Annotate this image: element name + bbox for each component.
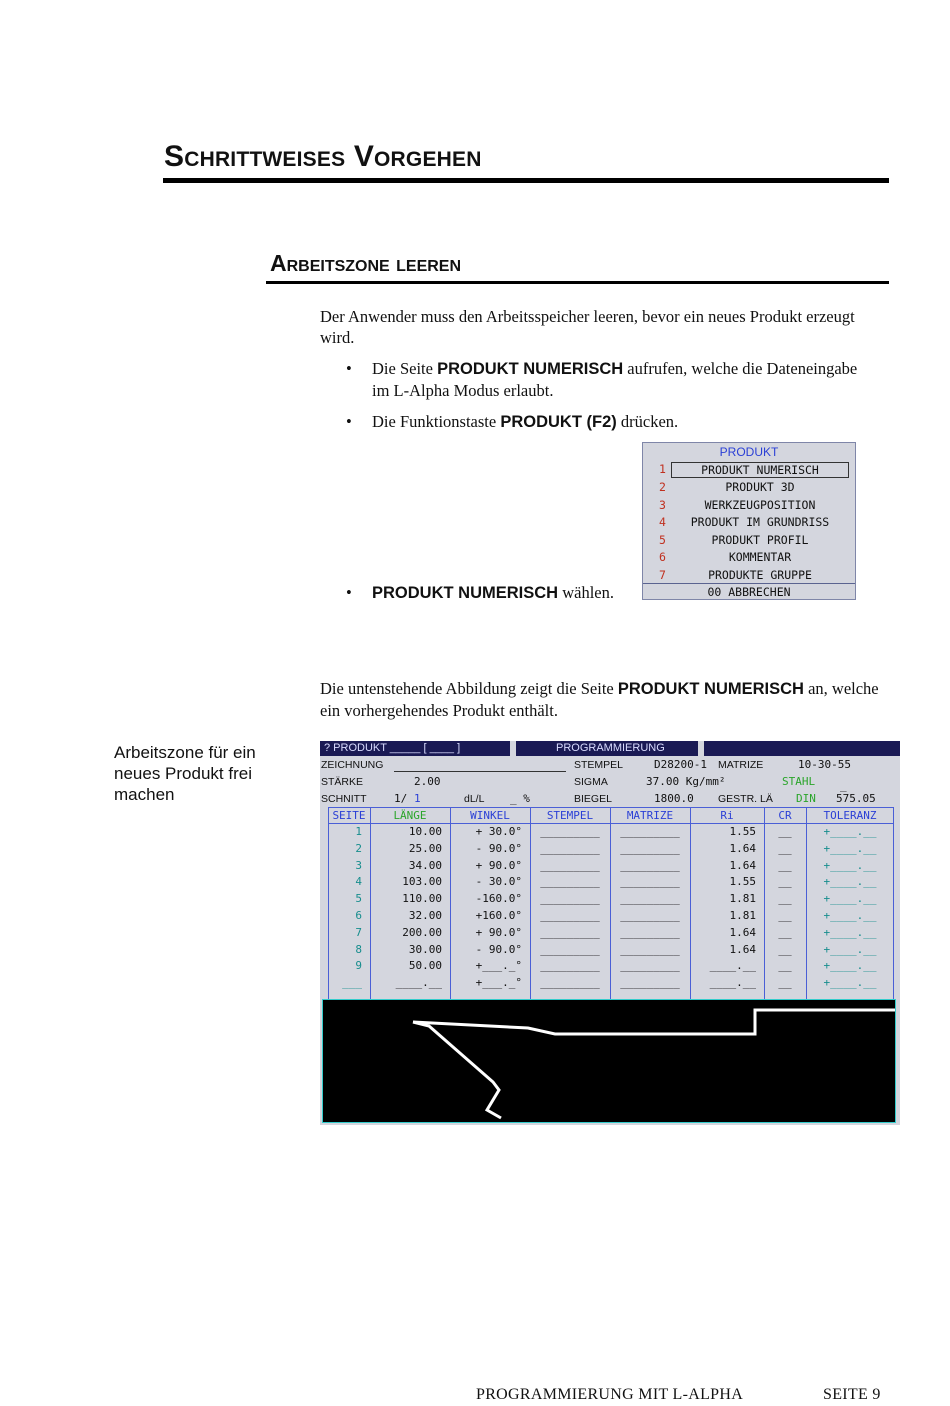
bullet-3 xyxy=(346,582,646,604)
menu-item-label: WERKZEUGPOSITION xyxy=(704,498,816,512)
table-cell[interactable]: __ xyxy=(778,976,792,990)
menu-item-number: 3 xyxy=(659,498,666,512)
table-cell[interactable]: + 30.0° xyxy=(475,825,522,838)
description-bold: PRODUKT NUMERISCH xyxy=(617,680,804,698)
table-cell[interactable]: 34.00 xyxy=(408,858,442,872)
biegel-value[interactable]: 1800.0 xyxy=(654,792,694,805)
table-cell[interactable]: 6 xyxy=(355,909,362,922)
menu-item-label: PRODUKT 3D xyxy=(725,480,795,494)
table-cell[interactable]: __ xyxy=(778,942,792,956)
biegel-label: BIEGEL xyxy=(574,793,612,805)
table-cell[interactable]: ____.__ xyxy=(709,959,756,973)
menu-item-number: 4 xyxy=(659,515,666,529)
menu-item-label: PRODUKT NUMERISCH xyxy=(671,462,849,478)
table-cell[interactable]: 8 xyxy=(355,942,362,956)
table-cell[interactable]: _________ xyxy=(620,858,680,872)
table-cell[interactable]: 1.81 xyxy=(729,909,756,922)
footer-left: PROGRAMMIERUNG MIT L-ALPHA xyxy=(476,1386,744,1403)
menu-item-produkt-numerisch[interactable] xyxy=(643,462,855,480)
profile-line-upper xyxy=(413,1010,895,1034)
dll-label: dL/L xyxy=(464,793,485,805)
table-cell[interactable]: +___._° xyxy=(475,959,522,973)
zeichnung-label: ZEICHNUNG xyxy=(321,759,384,771)
menu-item-label: PRODUKTE GRUPPE xyxy=(708,568,812,582)
gestr-label: GESTR. LÄ xyxy=(718,793,773,805)
table-cell[interactable]: 1.64 xyxy=(729,841,756,855)
table-cell[interactable]: _________ xyxy=(540,875,600,889)
menu-item-produkt-im-grundriss[interactable] xyxy=(643,515,855,533)
table-cell[interactable]: 5 xyxy=(355,892,362,906)
description-paragraph xyxy=(320,678,888,721)
column-header: TOLERANZ xyxy=(823,809,877,822)
table-cell[interactable]: __ xyxy=(778,909,792,922)
menu-item-label: PRODUKT IM GRUNDRISS xyxy=(690,515,830,529)
table-cell[interactable]: _________ xyxy=(620,925,680,939)
table-cell[interactable]: ____.__ xyxy=(395,976,442,990)
subsection-heading-rule xyxy=(266,281,889,284)
table-cell[interactable]: _________ xyxy=(620,892,680,906)
table-cell[interactable]: _________ xyxy=(620,909,680,922)
bullet-dot: • xyxy=(346,359,352,378)
column-header: MATRIZE xyxy=(626,809,674,822)
section-heading: Schrittweises Vorgehen xyxy=(164,140,482,173)
produkt-numerisch-screen xyxy=(320,741,900,1125)
table-cell[interactable]: _________ xyxy=(620,825,680,838)
schnitt-number[interactable]: 1 xyxy=(414,792,421,805)
table-cell[interactable]: 7 xyxy=(355,925,362,939)
bullet-1 xyxy=(346,358,866,401)
table-cell[interactable]: 1.55 xyxy=(729,825,756,838)
column-header: Ri xyxy=(720,809,734,822)
table-cell[interactable]: 32.00 xyxy=(408,909,442,922)
table-cell[interactable]: +____.__ xyxy=(823,925,877,939)
column-header: SEITE xyxy=(332,809,366,822)
table-header-rule xyxy=(328,823,894,824)
material-flag: _ xyxy=(840,779,847,792)
material-value[interactable]: STAHL xyxy=(782,775,816,788)
menu-item-label: PRODUKT PROFIL xyxy=(711,533,809,547)
table-cell[interactable]: +____.__ xyxy=(823,976,877,990)
table-cell[interactable]: +160.0° xyxy=(475,909,522,922)
bullet-2-post: drücken. xyxy=(616,412,679,431)
table-cell[interactable]: 10.00 xyxy=(408,825,442,838)
menu-item-number: 6 xyxy=(659,550,666,564)
description-pre: Die untenstehende Abbildung zeigt die Seite xyxy=(320,679,618,698)
table-cell[interactable]: +____.__ xyxy=(823,959,877,973)
produkt-menu xyxy=(642,442,856,600)
table-cell[interactable]: _________ xyxy=(620,976,680,990)
stempel-label: STEMPEL xyxy=(574,759,624,771)
profile-line xyxy=(413,1022,501,1118)
bullet-3-post: wählen. xyxy=(558,583,614,602)
bullet-dot: • xyxy=(346,412,352,431)
menu-separator xyxy=(643,583,855,584)
table-cell[interactable]: 4 xyxy=(355,875,362,889)
table-cell[interactable]: 1 xyxy=(355,825,362,838)
menu-item-number: 7 xyxy=(659,568,666,582)
table-cell[interactable]: + 90.0° xyxy=(475,925,522,939)
bullet-2-pre: Die Funktionstaste xyxy=(372,412,501,431)
table-cell[interactable]: + 90.0° xyxy=(475,858,522,872)
table-cell[interactable]: _________ xyxy=(540,892,600,906)
table-cell[interactable]: _________ xyxy=(620,841,680,855)
column-header: WINKEL xyxy=(470,809,510,822)
table-cell[interactable]: - 30.0° xyxy=(475,875,522,889)
menu-item-produkt-3d[interactable] xyxy=(643,480,855,498)
table-cell[interactable]: +____.__ xyxy=(823,841,877,855)
bullet-dot: • xyxy=(346,583,352,602)
sigma-label: SIGMA xyxy=(574,776,608,788)
menu-title: PRODUKT xyxy=(719,445,779,459)
table-cell[interactable]: 25.00 xyxy=(408,841,442,855)
table-cell[interactable]: _________ xyxy=(620,942,680,956)
table-cell[interactable]: - 90.0° xyxy=(475,942,522,956)
table-cell[interactable]: +____.__ xyxy=(823,942,877,956)
table-cell[interactable]: 110.00 xyxy=(402,892,442,906)
bullet-1-pre: Die Seite xyxy=(372,359,438,378)
table-cell[interactable]: _________ xyxy=(620,959,680,973)
menu-item-werkzeugposition[interactable] xyxy=(643,498,855,516)
matrize-label: MATRIZE xyxy=(718,759,764,771)
table-cell[interactable]: _________ xyxy=(540,942,600,956)
table-cell[interactable]: __ xyxy=(778,858,792,872)
menu-item-abbrechen[interactable] xyxy=(643,585,855,603)
column-header: LÄNGE xyxy=(393,809,427,822)
column-header: STEMPEL xyxy=(546,809,594,822)
profile-drawing xyxy=(323,1000,895,1122)
table-cell[interactable]: 1.55 xyxy=(729,875,756,889)
bullet-2 xyxy=(346,411,866,433)
table-cell[interactable]: 9 xyxy=(355,959,362,973)
description-post: an, welche ein vorhergehendes Produkt enthält. xyxy=(320,679,879,720)
table-cell[interactable]: ___ xyxy=(342,976,362,990)
footer-page-number: SEITE 9 xyxy=(823,1386,881,1403)
table-cell[interactable]: +____.__ xyxy=(823,858,877,872)
staerke-label: STÄRKE xyxy=(321,776,364,788)
bullet-1-bold: PRODUKT NUMERISCH xyxy=(437,360,624,378)
schnitt-value: 1/ xyxy=(394,792,408,805)
table-cell[interactable]: 1.64 xyxy=(729,925,756,939)
programmierung-bar: PROGRAMMIERUNG xyxy=(516,741,698,756)
bullet-1-post: aufrufen, welche die Dateneingabe im L-Alpha Modus erlaubt. xyxy=(372,359,858,400)
table-cell[interactable]: __ xyxy=(778,892,792,906)
table-cell[interactable]: __ xyxy=(778,825,792,838)
table-cell[interactable]: __ xyxy=(778,875,792,889)
zeichnung-field[interactable] xyxy=(394,771,566,772)
table-cell[interactable]: 2 xyxy=(355,841,362,855)
menu-item-kommentar[interactable] xyxy=(643,550,855,568)
table-cell[interactable]: ____.__ xyxy=(709,976,756,990)
table-cell[interactable]: _________ xyxy=(540,858,600,872)
menu-cancel-label: 00 ABBRECHEN xyxy=(707,585,791,599)
subsection-heading: Arbeitszone leeren xyxy=(270,250,462,276)
table-cell[interactable]: +____.__ xyxy=(823,909,877,922)
menu-item-produkt-profil[interactable] xyxy=(643,533,855,551)
stempel-value[interactable]: D28200-1 xyxy=(654,758,707,771)
margin-note: Arbeitszone für ein neues Produkt frei machen xyxy=(114,743,256,804)
table-cell[interactable]: +____.__ xyxy=(823,892,877,906)
table-cell[interactable]: _________ xyxy=(540,841,600,855)
dll-value[interactable]: _ % xyxy=(510,792,530,805)
table-cell[interactable]: _________ xyxy=(540,925,600,939)
intro-paragraph: Der Anwender muss den Arbeitsspeicher leeren, bevor ein neues Produkt erzeugt wird. xyxy=(320,307,855,347)
table-cell[interactable]: _________ xyxy=(620,875,680,889)
table-cell[interactable]: 3 xyxy=(355,858,362,872)
menu-item-number: 1 xyxy=(659,462,666,476)
menu-item-number: 2 xyxy=(659,480,666,494)
table-cell[interactable]: __ xyxy=(778,841,792,855)
schnitt-label: SCHNITT xyxy=(321,793,367,805)
status-bar xyxy=(704,741,900,756)
profile-graph xyxy=(322,999,896,1123)
table-cell[interactable]: 1.64 xyxy=(729,942,756,956)
matrize-value[interactable]: 10-30-55 xyxy=(798,758,851,771)
sigma-value[interactable]: 37.00 Kg/mm² xyxy=(646,775,726,788)
table-cell[interactable]: 200.00 xyxy=(402,925,442,939)
menu-item-label: KOMMENTAR xyxy=(728,550,792,564)
bullet-3-bold: PRODUKT NUMERISCH xyxy=(372,584,559,602)
table-cell[interactable]: - 90.0° xyxy=(475,841,522,855)
table-cell[interactable]: 50.00 xyxy=(408,959,442,973)
table-cell[interactable]: __ xyxy=(778,959,792,973)
table-cell[interactable]: +___._° xyxy=(475,976,522,990)
table-cell[interactable]: +____.__ xyxy=(823,825,877,838)
table-cell[interactable]: _________ xyxy=(540,959,600,973)
table-cell[interactable]: 1.64 xyxy=(729,858,756,872)
section-heading-rule xyxy=(163,178,889,183)
table-cell[interactable]: _________ xyxy=(540,825,600,838)
bullet-2-bold: PRODUKT (F2) xyxy=(500,413,617,431)
table-cell[interactable]: 1.81 xyxy=(729,892,756,906)
table-cell[interactable]: -160.0° xyxy=(475,892,522,906)
table-cell[interactable]: _________ xyxy=(540,909,600,922)
menu-item-number: 5 xyxy=(659,533,666,547)
gestr-value: 575.05 xyxy=(836,792,876,805)
table-cell[interactable]: +____.__ xyxy=(823,875,877,889)
column-header: CR xyxy=(778,809,792,822)
table-cell[interactable]: __ xyxy=(778,925,792,939)
table-cell[interactable]: _________ xyxy=(540,976,600,990)
table-cell[interactable]: 30.00 xyxy=(408,942,442,956)
screen-title-bar: ? PRODUKT _____ [ ____ ] xyxy=(320,741,510,756)
din-value: DIN xyxy=(796,792,816,805)
table-cell[interactable]: 103.00 xyxy=(402,875,442,889)
staerke-value[interactable]: 2.00 xyxy=(414,775,441,788)
